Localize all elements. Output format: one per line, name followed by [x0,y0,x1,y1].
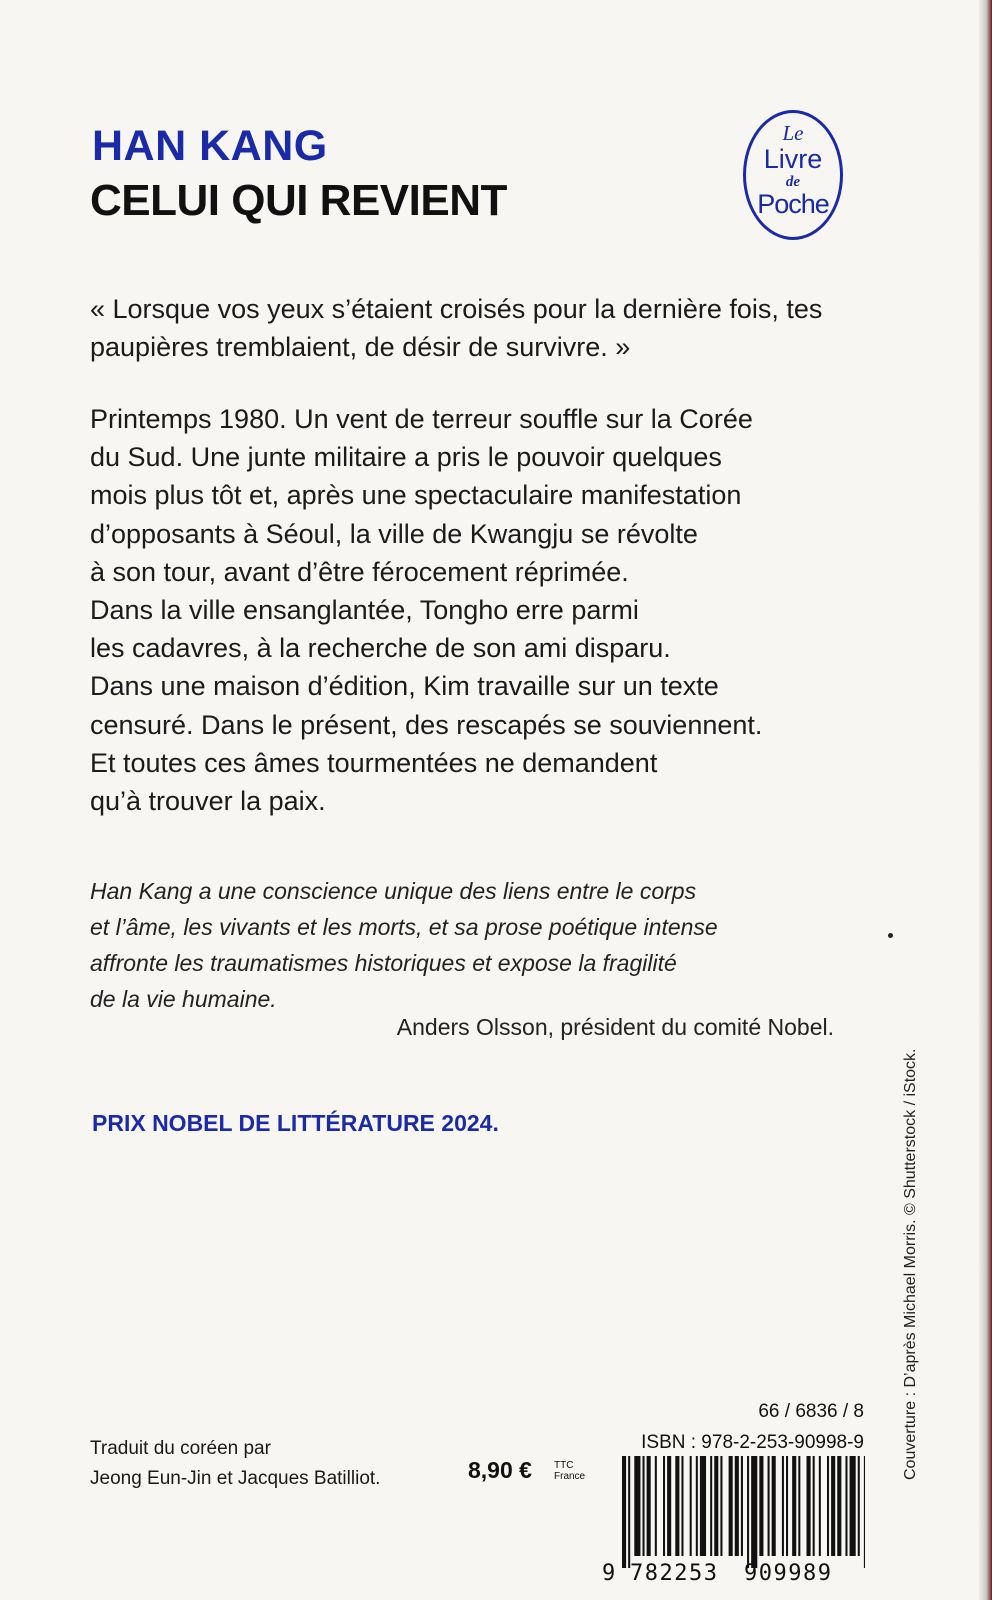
critic-line: Han Kang a une conscience unique des liens entre le corps [90,878,697,904]
isbn-barcode [600,1456,865,1586]
translator-line: Traduit du coréen par [90,1438,271,1459]
barcode-bar [772,1456,776,1556]
critic-line: de la vie humaine. [90,986,277,1012]
logo-word-poche: Poche [757,189,829,219]
synopsis-line: Printemps 1980. Un vent de terreur souffle sur la Corée [90,404,753,434]
barcode-bar [628,1456,630,1568]
print-speck [888,933,893,938]
barcode-bar [845,1456,847,1556]
catalog-number: 66 / 6836 / 8 [758,1401,864,1422]
critic-attribution: Anders Olsson, président du comité Nobel. [396,1014,834,1040]
barcode-bar [714,1456,718,1556]
barcode-bar [747,1456,749,1568]
barcode-bar [700,1456,706,1556]
barcode-bar [735,1456,739,1556]
barcode-bar [667,1456,671,1556]
barcode-bar [827,1456,829,1556]
logo-word-le: Le [782,121,804,145]
barcode-bar [741,1456,743,1556]
barcode-bar [792,1456,796,1556]
synopsis [90,400,860,820]
barcode-bar [813,1456,815,1556]
price: 8,90 € [468,1457,532,1483]
critic-line: et l’âme, les vivants et les morts, et sa prose poétique intense [90,914,718,940]
barcode-digit-first: 9 [602,1561,616,1586]
synopsis-line: d’opposants à Séoul, la ville de Kwangju se révolte [90,518,698,549]
barcode-bar [720,1456,722,1556]
critic-line: affronte les traumatismes historiques et expose la fragilité [90,950,677,976]
barcode-bar [850,1456,856,1556]
barcode-bar [622,1456,626,1568]
cover-edge [978,0,992,1600]
synopsis-line: du Sud. Une junte militaire a pris le pouvoir quelques [90,442,722,473]
barcode-bar [831,1456,835,1556]
barcode-bars [622,1456,865,1568]
barcode-bar [696,1456,698,1556]
barcode-bar [751,1456,757,1568]
barcode-bar [782,1456,784,1556]
barcode-bar [634,1456,640,1556]
translator-names: Jeong Eun-Jin et Jacques Batilliot. [90,1468,381,1489]
logo-word-livre: Livre [763,144,823,174]
synopsis-line: Et toutes ces âmes tourmentées ne demandent [90,747,658,778]
logo-word-de: de [785,174,801,190]
barcode-bar [858,1456,860,1556]
barcode-bar [798,1456,800,1556]
synopsis-line: les cadavres, à la recherche de son ami disparu. [90,633,671,664]
barcode-bar [807,1456,811,1556]
isbn: ISBN : 978-2-253-90998-9 [641,1432,864,1453]
prize-mention: PRIX NOBEL DE LITTÉRATURE 2024. [92,1110,499,1136]
cover-credit: Couverture : D’après Michael Morris. © Shutterstock / iStock. [902,1048,919,1480]
barcode-bar [663,1456,665,1556]
price-tax-note [554,1460,585,1482]
synopsis-line: mois plus tôt et, après une spectaculaire manifestation [90,480,742,511]
publisher-logo [743,110,843,240]
barcode-bar [786,1456,788,1556]
critic-quote [90,873,850,1017]
catalog-codes [641,1396,864,1458]
barcode-bar [819,1456,821,1556]
barcode-bar [729,1456,733,1556]
synopsis-line: censuré. Dans le présent, des rescapés se souviennent. [90,709,763,740]
barcode-bar [690,1456,692,1556]
barcode-digits-right: 909989 [744,1561,833,1586]
barcode-bar [710,1456,712,1556]
translator-credit [90,1434,380,1494]
barcode-bar [768,1456,770,1556]
author-name: HAN KANG [92,122,328,170]
epigraph-quote: « Lorsque vos yeux s’étaient croisés pour la dernière fois, tes paupières tremblaient, de désir de survivre. » [90,294,823,362]
barcode-bar [837,1456,841,1556]
barcode-bar [655,1456,657,1556]
barcode-bar [675,1456,679,1556]
book-title: CELUI QUI REVIENT [90,176,507,225]
synopsis-line: qu’à trouver la paix. [90,786,326,817]
barcode-bar [643,1456,645,1556]
price-country: France [554,1471,586,1482]
barcode-bar [864,1456,865,1568]
synopsis-line: à son tour, avant d’être férocement réprimée. [90,556,629,587]
price-ttc: TTC [554,1460,574,1471]
synopsis-line: Dans la ville ensanglantée, Tongho erre parmi [90,595,639,626]
barcode-digits-left: 782253 [630,1561,719,1586]
synopsis-line: Dans une maison d’édition, Kim travaille sur un texte [90,671,719,702]
barcode-bar [681,1456,683,1556]
barcode-bar [647,1456,651,1556]
barcode-bar [759,1456,763,1556]
